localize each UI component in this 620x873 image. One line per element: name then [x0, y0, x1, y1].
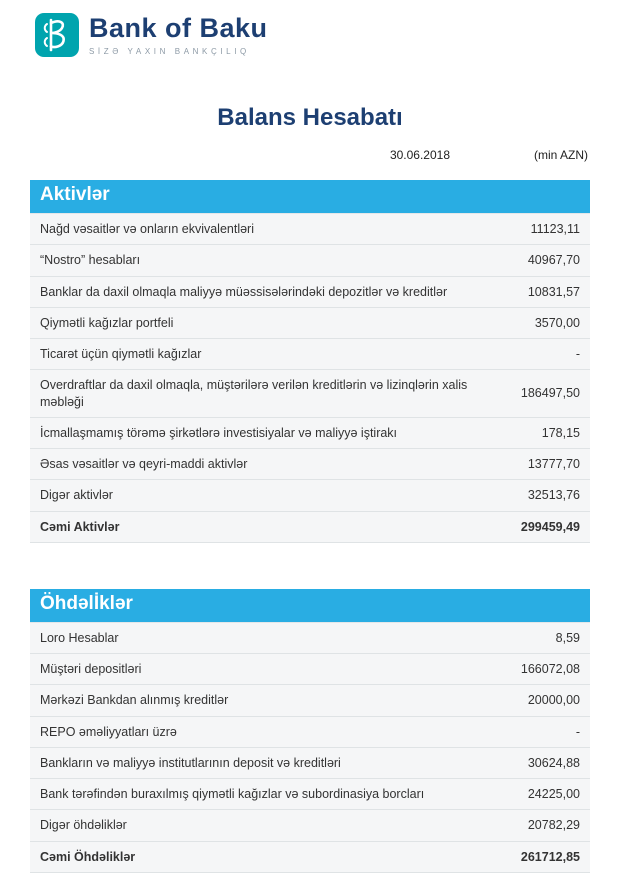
row-value: 186497,50 [520, 386, 580, 401]
table-row [30, 308, 590, 339]
logo-text-block [89, 12, 268, 56]
row-value: 32513,76 [527, 488, 580, 503]
row-label: Bank tərəfindən buraxılmış qiymətli kağızlar və subordinasiya borcları [40, 787, 425, 801]
row-value: - [575, 347, 580, 361]
row-value: 166072,08 [520, 662, 580, 676]
section-header-assets: Aktivlər [30, 180, 590, 213]
table-row [30, 370, 590, 418]
row-label: Digər öhdəliklər [40, 818, 127, 833]
report-date: 30.06.2018 [389, 148, 450, 162]
bank-name: Bank of Baku [89, 13, 268, 43]
row-value: 299459,49 [520, 519, 580, 534]
row-label: Cəmi Öhdəliklər [40, 849, 136, 864]
row-label: Qiymətli kağızlar portfeli [40, 315, 174, 330]
table-row [30, 449, 590, 480]
row-label: Digər aktivlər [40, 488, 113, 503]
row-label: Nağd vəsaitlər və onların ekvivalentləri [40, 222, 254, 236]
row-label: REPO əməliyyatları üzrə [40, 724, 177, 739]
row-value: 11123,11 [530, 222, 580, 236]
table-row [30, 245, 590, 276]
table-row [30, 717, 590, 748]
row-label: Müştəri depositləri [40, 662, 142, 676]
row-value: 261712,85 [520, 849, 580, 864]
row-label: Əsas vəsaitlər və qeyri-maddi aktivlər [40, 457, 248, 471]
row-value: 30624,88 [527, 755, 580, 770]
report-meta [30, 148, 590, 166]
row-label: Cəmi Aktivlər [40, 519, 120, 534]
table-row [30, 685, 590, 716]
page-title: Balans Hesabatı [217, 104, 403, 131]
table-row [30, 480, 590, 511]
row-value: 20000,00 [527, 693, 580, 708]
bank-of-baku-logo-icon [34, 12, 80, 58]
section-header-liabilities: Öhdəlİklər [30, 589, 590, 622]
row-label: Banklar da daxil olmaqla maliyyə müəssisələrindəki depozitlər və kreditlər [40, 284, 448, 299]
row-value: 13777,70 [527, 457, 580, 471]
table-row [30, 779, 590, 810]
row-value: 24225,00 [527, 787, 580, 801]
row-label: İcmallaşmamış törəmə şirkətlərə investisiyalar və maliyyə iştirakı [40, 425, 398, 440]
bank-logo [34, 12, 590, 58]
row-value: - [575, 724, 580, 739]
row-label: Overdraftlar da daxil olmaqla, müştərilərə verilən kreditlərin və lizinqlərin xalis məbləği [40, 378, 468, 409]
row-value: 20782,29 [527, 818, 580, 833]
row-label: Loro Hesablar [40, 630, 119, 645]
table-row [30, 623, 590, 654]
table-row [30, 339, 590, 370]
row-value: 10831,57 [527, 284, 580, 299]
row-value: 178,15 [541, 425, 580, 440]
row-label: Bankların və maliyyə institutlarının deposit və kreditləri [40, 755, 341, 770]
row-label: “Nostro” hesabları [40, 253, 141, 268]
bank-tagline: SİZƏ YAXIN BANKÇILIQ [89, 46, 250, 56]
row-label: Ticarət üçün qiymətli kağızlar [40, 347, 202, 361]
table-row-total-assets [30, 512, 590, 543]
section-assets [30, 180, 590, 543]
table-row [30, 418, 590, 449]
row-value: 8,59 [555, 630, 580, 645]
liabilities-table [30, 622, 590, 873]
table-row [30, 654, 590, 685]
table-row [30, 748, 590, 779]
section-liabilities [30, 589, 590, 873]
table-row [30, 810, 590, 841]
table-row [30, 214, 590, 245]
assets-table [30, 213, 590, 543]
row-label: Mərkəzi Bankdan alınmış kreditlər [40, 693, 229, 708]
report-unit: (min AZN) [534, 148, 588, 162]
row-value: 40967,70 [527, 253, 580, 268]
row-value: 3570,00 [534, 315, 580, 330]
table-row-total-liabilities [30, 842, 590, 873]
table-row [30, 277, 590, 308]
